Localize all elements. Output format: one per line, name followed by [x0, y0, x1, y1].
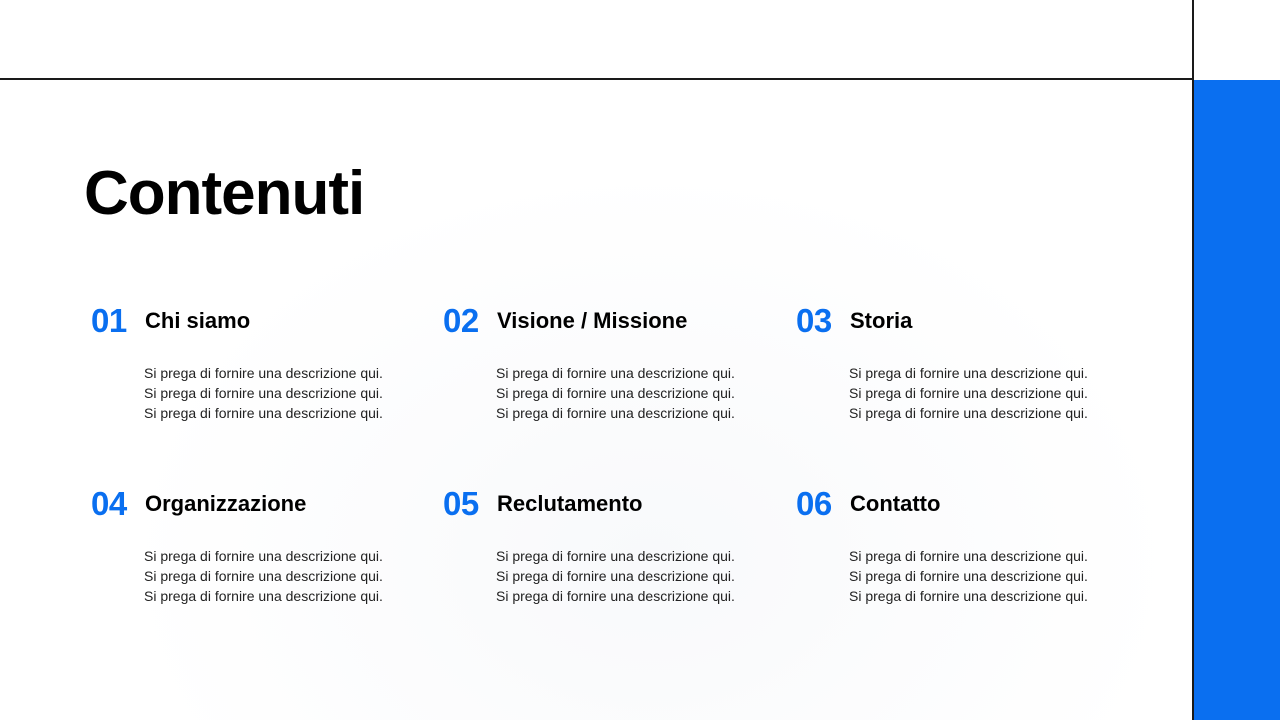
description-line: Si prega di fornire una descrizione qui. [496, 588, 735, 604]
contents-item-2 [437, 301, 767, 431]
description-line: Si prega di fornire una descrizione qui. [144, 548, 383, 564]
description-line: Si prega di fornire una descrizione qui. [144, 568, 383, 584]
description-line: Si prega di fornire una descrizione qui. [849, 568, 1088, 584]
item-title: Storia [850, 308, 913, 333]
item-description [849, 363, 1119, 423]
item-description [144, 363, 414, 423]
item-title: Contatto [850, 491, 941, 516]
description-line: Si prega di fornire una descrizione qui. [849, 548, 1088, 564]
item-number: 03 [796, 302, 832, 339]
description-line: Si prega di fornire una descrizione qui. [849, 405, 1088, 421]
item-description [496, 363, 766, 423]
contents-item-6 [790, 484, 1120, 614]
description-line: Si prega di fornire una descrizione qui. [496, 405, 735, 421]
description-line: Si prega di fornire una descrizione qui. [496, 365, 735, 381]
description-line: Si prega di fornire una descrizione qui. [496, 385, 735, 401]
description-line: Si prega di fornire una descrizione qui. [496, 548, 735, 564]
description-line: Si prega di fornire una descrizione qui. [496, 568, 735, 584]
description-line: Si prega di fornire una descrizione qui. [144, 385, 383, 401]
item-description [144, 546, 414, 606]
item-number: 01 [91, 302, 127, 339]
item-number: 05 [443, 485, 479, 522]
slide-title: Contenuti [84, 159, 365, 228]
item-number: 06 [796, 485, 832, 522]
item-number: 04 [91, 485, 127, 522]
item-title: Organizzazione [145, 491, 307, 516]
contents-item-3 [790, 301, 1120, 431]
accent-side-bar [1194, 80, 1280, 720]
item-title: Reclutamento [497, 491, 643, 516]
item-description [849, 546, 1119, 606]
description-line: Si prega di fornire una descrizione qui. [144, 405, 383, 421]
description-line: Si prega di fornire una descrizione qui. [144, 365, 383, 381]
item-title: Chi siamo [145, 308, 251, 333]
description-line: Si prega di fornire una descrizione qui. [849, 365, 1088, 381]
description-line: Si prega di fornire una descrizione qui. [849, 588, 1088, 604]
contents-item-4 [85, 484, 415, 614]
description-line: Si prega di fornire una descrizione qui. [144, 588, 383, 604]
description-line: Si prega di fornire una descrizione qui. [849, 385, 1088, 401]
item-title: Visione / Missione [497, 308, 688, 333]
contents-item-1 [85, 301, 415, 431]
item-number: 02 [443, 302, 479, 339]
top-divider-line [0, 78, 1194, 80]
item-description [496, 546, 766, 606]
contents-item-5 [437, 484, 767, 614]
